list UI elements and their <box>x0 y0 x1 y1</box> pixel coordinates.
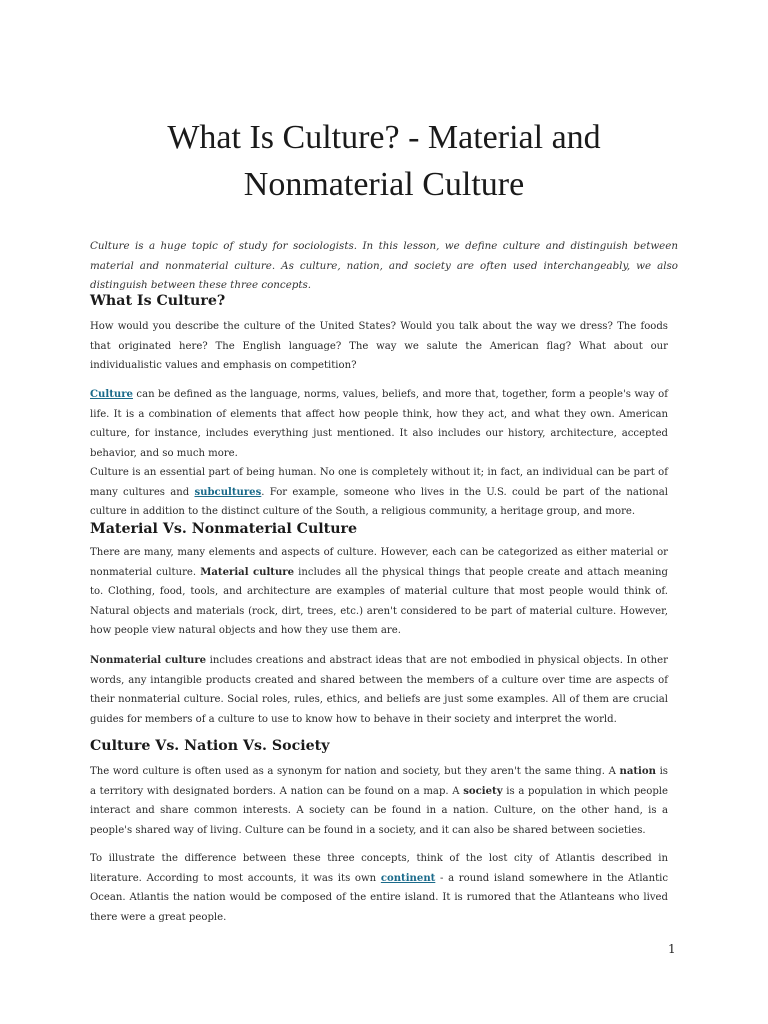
paragraph-nation-society <box>90 762 668 840</box>
material-text-a: There are many, many elements and aspects of culture. However, each can be categorized as either material or nonmaterial culture. <box>90 547 668 578</box>
subcultures-link[interactable]: subcultures <box>194 486 262 498</box>
paragraph-describe-culture: How would you describe the culture of the United States? Would you talk about the way we dress? The foods that originated here? The English language? The way we salute the American flag? What about our individualistic values and emphasis on competition? <box>90 321 668 372</box>
continent-link[interactable]: continent <box>380 872 436 884</box>
atlantis-text-a: To illustrate the difference between these three concepts, think of the lost city of Atlantis described in literature. According to most accounts, it was its own <box>90 853 668 884</box>
paragraph-nonmaterial-culture <box>90 651 668 729</box>
nation-text-c: is a population in which people interact and share common interests. A society can be found in a nation. Culture, on the other hand, is a people's shared way of living. Culture can be found in a society, and it can also be shared between societies. <box>90 785 668 836</box>
paragraph-culture-essential <box>90 463 668 522</box>
paragraph-material-culture <box>90 543 668 641</box>
intro-paragraph: Culture is a huge topic of study for sociologists. In this lesson, we define culture and distinguish between material and nonmaterial culture. As culture, nation, and society are often used interchangeably, we also distinguish between these three concepts. <box>90 240 678 292</box>
page-number: 1 <box>668 942 676 956</box>
society-term: society <box>463 785 503 797</box>
culture-link[interactable]: Culture <box>90 389 133 400</box>
nation-text-b: is a territory with designated borders. A nation can be found on a map. A <box>90 766 668 797</box>
heading-culture-nation-society: Culture Vs. Nation Vs. Society <box>90 738 330 754</box>
nation-text-a: The word culture is often used as a synonym for nation and society, but they aren't the same thing. A <box>90 766 620 777</box>
nation-term: nation <box>619 766 656 777</box>
nonmaterial-text: includes creations and abstract ideas that are not embodied in physical objects. In other words, any intangible products created and shared between the members of a culture over time are aspects of their nonmaterial culture. Social roles, rules, ethics, and beliefs are just some examples. All of them are crucial guides for members of a culture to use to know how to behave in their society and interpret the world. <box>90 655 668 725</box>
culture-essential-text-a: Culture is an essential part of being human. No one is completely without it; in fact, an individual can be part of many cultures and <box>90 467 668 498</box>
paragraph-culture-definition <box>90 385 668 463</box>
culture-essential-text-b: . For example, someone who lives in the U.S. could be part of the national culture in addition to the distinct culture of the South, a religious community, a heritage group, and more. <box>90 486 668 518</box>
culture-definition-text: can be defined as the language, norms, values, beliefs, and more that, together, form a people's way of life. It is a combination of elements that affect how people think, how they act, and what they own. American culture, for instance, includes everything just mentioned. It also includes our history, architecture, accepted behavior, and so much more. <box>90 389 668 459</box>
material-text-b: includes all the physical things that people create and attach meaning to. Clothing, food, tools, and architecture are examples of material culture that most people would think of. Natural objects and materials (rock, dirt, trees, etc.) aren't considered to be part of material culture. However, how people view natural objects and how they use them are. <box>90 566 668 637</box>
atlantis-text-b: - a round island somewhere in the Atlantic Ocean. Atlantis the nation would be composed of the entire island. It is rumored that the Atlanteans who lived there were a great people. <box>90 872 669 923</box>
nonmaterial-culture-term: Nonmaterial culture <box>90 655 207 666</box>
paragraph-atlantis <box>90 849 668 927</box>
page-title: What Is Culture? - Material and Nonmaterial Culture <box>167 119 601 203</box>
heading-what-is-culture: What Is Culture? <box>90 293 226 309</box>
material-culture-term: Material culture <box>200 566 295 578</box>
heading-material-vs-nonmaterial: Material Vs. Nonmaterial Culture <box>90 521 358 537</box>
